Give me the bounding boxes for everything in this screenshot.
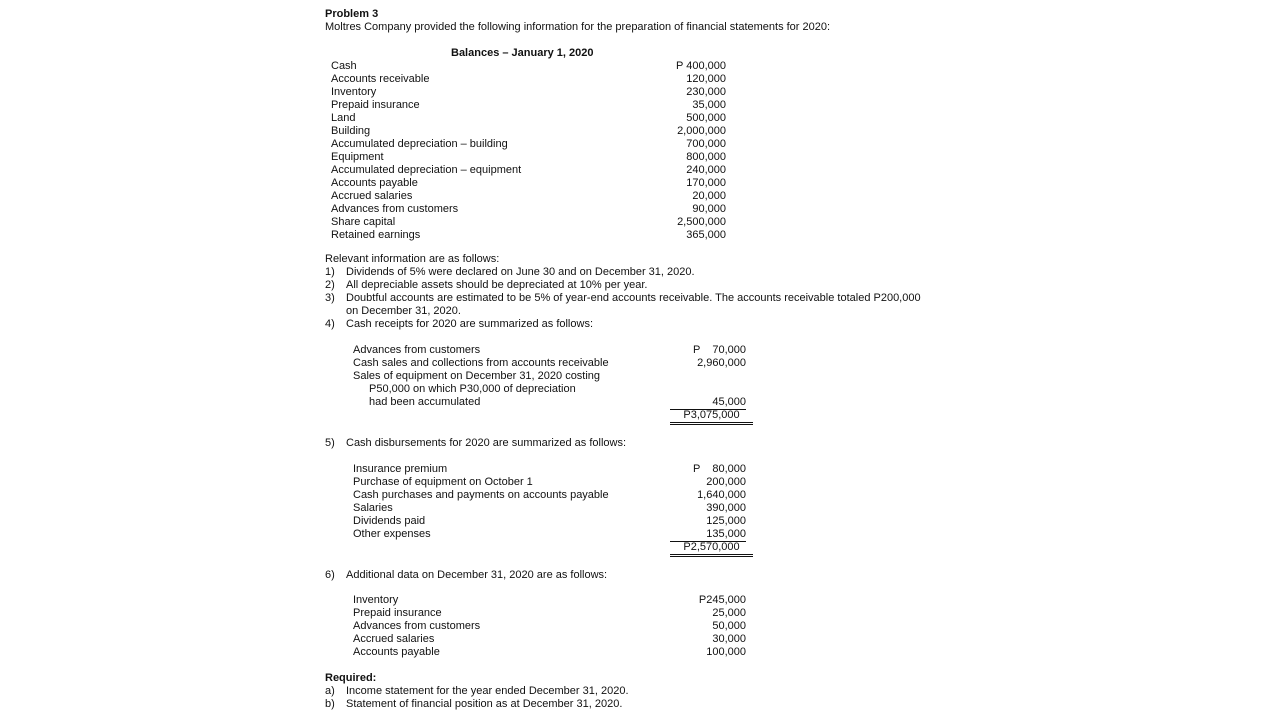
item-4-number: 4): [325, 318, 335, 330]
balance-label: Building: [331, 125, 371, 137]
additional-label: Inventory: [353, 594, 399, 606]
receipt-label-continued: P50,000 on which P30,000 of depreciation: [369, 383, 576, 395]
required-heading: Required:: [325, 672, 377, 684]
balance-label: Inventory: [331, 86, 377, 98]
balance-label: Advances from customers: [331, 203, 459, 215]
additional-label: Accrued salaries: [353, 633, 435, 645]
balance-label: Land: [331, 112, 356, 124]
balance-label: Retained earnings: [331, 229, 421, 241]
item-5-number: 5): [325, 437, 335, 449]
balance-label: Accumulated depreciation – equipment: [331, 164, 522, 176]
item-6-number: 6): [325, 569, 335, 581]
additional-label: Accounts payable: [353, 646, 440, 658]
additional-label: Prepaid insurance: [353, 607, 442, 619]
item-3-text-continued: on December 31, 2020.: [346, 305, 461, 317]
disbursement-value: P 80,000: [692, 463, 746, 475]
balance-value: 90,000: [692, 203, 726, 215]
balance-value: 800,000: [686, 151, 726, 163]
receipt-label: Sales of equipment on December 31, 2020 costing: [353, 370, 601, 382]
required-a-number: a): [325, 685, 335, 697]
balance-label: Accumulated depreciation – building: [331, 138, 508, 150]
receipts-total: P3,075,000: [670, 409, 753, 425]
additional-value: 25,000: [712, 607, 746, 619]
item-1-text: Dividends of 5% were declared on June 30 and on December 31, 2020.: [346, 266, 695, 278]
balance-label: Accrued salaries: [331, 190, 413, 202]
balance-value: 2,500,000: [677, 216, 726, 228]
receipt-label: Advances from customers: [353, 344, 481, 356]
relevant-heading: Relevant information are as follows:: [325, 253, 500, 265]
disbursement-value: 200,000: [706, 476, 746, 488]
item-3-text: Doubtful accounts are estimated to be 5% of year-end accounts receivable. The accounts receivable totaled P200,000: [346, 292, 921, 304]
item-6-text: Additional data on December 31, 2020 are as follows:: [346, 569, 608, 581]
item-2-text: All depreciable assets should be depreciated at 10% per year.: [346, 279, 648, 291]
disbursements-total: P2,570,000: [670, 541, 753, 557]
balance-value: 35,000: [692, 99, 726, 111]
additional-value: 100,000: [706, 646, 746, 658]
balance-value: P 400,000: [676, 60, 726, 72]
balance-value: 500,000: [686, 112, 726, 124]
disbursement-value: 135,000: [670, 528, 746, 542]
item-4-text: Cash receipts for 2020 are summarized as follows:: [346, 318, 593, 330]
balance-value: 240,000: [686, 164, 726, 176]
disbursement-label: Insurance premium: [353, 463, 448, 475]
required-a-text: Income statement for the year ended December 31, 2020.: [346, 685, 629, 697]
balance-label: Cash: [331, 60, 357, 72]
disbursement-label: Dividends paid: [353, 515, 426, 527]
disbursement-label: Purchase of equipment on October 1: [353, 476, 533, 488]
intro-text: Moltres Company provided the following information for the preparation of financial statements for 2020:: [325, 21, 831, 33]
receipt-value: 45,000: [670, 396, 746, 410]
receipt-label: Cash sales and collections from accounts receivable: [353, 357, 609, 369]
disbursement-value: 390,000: [706, 502, 746, 514]
disbursement-value: 1,640,000: [697, 489, 746, 501]
additional-value: 50,000: [712, 620, 746, 632]
balance-value: 700,000: [686, 138, 726, 150]
balance-value: 2,000,000: [677, 125, 726, 137]
balance-label: Accounts payable: [331, 177, 418, 189]
balance-value: 230,000: [686, 86, 726, 98]
item-2-number: 2): [325, 279, 335, 291]
disbursement-label: Salaries: [353, 502, 393, 514]
balance-label: Share capital: [331, 216, 396, 228]
balance-value: 170,000: [686, 177, 726, 189]
balance-label: Equipment: [331, 151, 384, 163]
balances-heading: Balances – January 1, 2020: [451, 47, 594, 59]
additional-label: Advances from customers: [353, 620, 481, 632]
disbursement-label: Other expenses: [353, 528, 431, 540]
receipt-value: 2,960,000: [697, 357, 746, 369]
disbursement-value: 125,000: [706, 515, 746, 527]
balance-value: 120,000: [686, 73, 726, 85]
balance-label: Prepaid insurance: [331, 99, 420, 111]
disbursement-label: Cash purchases and payments on accounts payable: [353, 489, 609, 501]
receipt-label-continued: had been accumulated: [369, 396, 481, 408]
additional-value: 30,000: [712, 633, 746, 645]
receipt-value: P 70,000: [692, 344, 746, 356]
additional-value: P245,000: [698, 594, 746, 606]
required-b-text: Statement of financial position as at December 31, 2020.: [346, 698, 623, 710]
balance-label: Accounts receivable: [331, 73, 430, 85]
item-3-number: 3): [325, 292, 335, 304]
item-1-number: 1): [325, 266, 335, 278]
required-b-number: b): [325, 698, 335, 710]
item-5-text: Cash disbursements for 2020 are summarized as follows:: [346, 437, 627, 449]
balance-value: 365,000: [686, 229, 726, 241]
balance-value: 20,000: [692, 190, 726, 202]
problem-title: Problem 3: [325, 8, 379, 20]
